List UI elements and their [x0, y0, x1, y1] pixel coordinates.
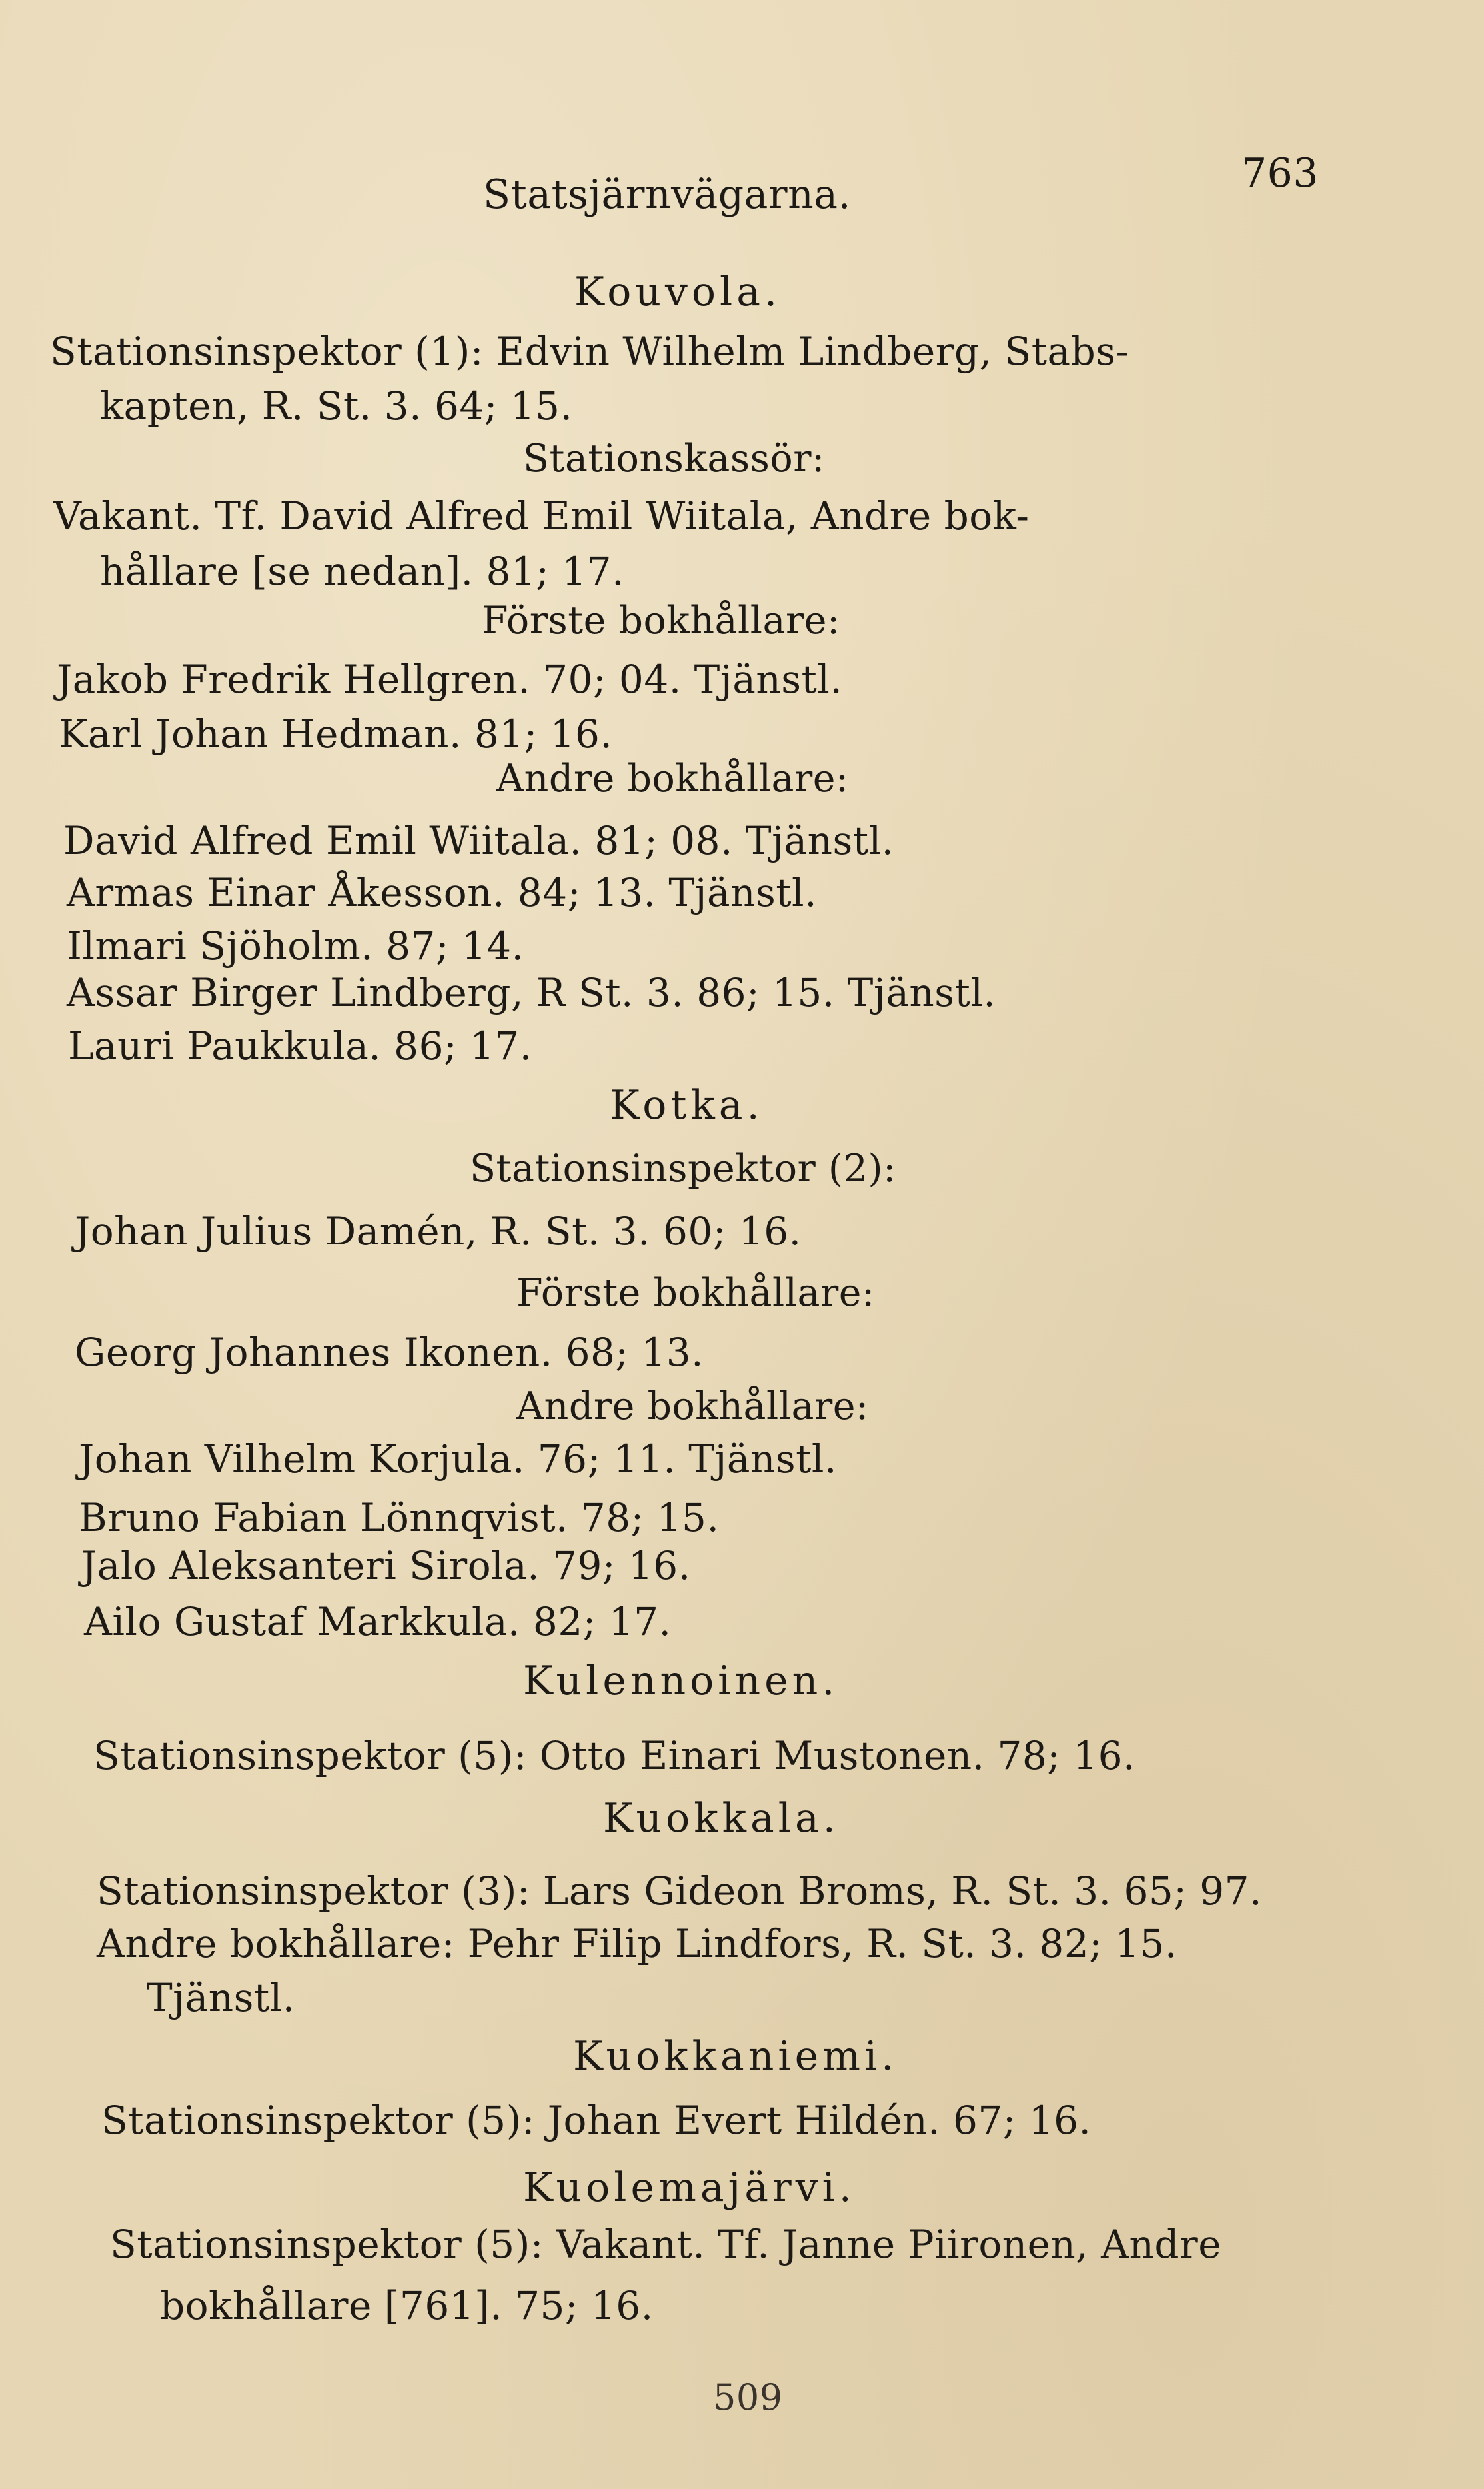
- text-line: Bruno Fabian Lönnqvist. 78; 15.: [79, 1495, 720, 1540]
- station-heading: Kotka.: [610, 1082, 764, 1129]
- text-line: Georg Johannes Ikonen. 68; 13.: [75, 1330, 704, 1375]
- text-line: Stationsinspektor (3): Lars Gideon Broms, R. St. 3. 65; 97.: [97, 1868, 1263, 1914]
- text-line: Tjänstl.: [147, 1975, 295, 2020]
- text-line: Stationsinspektor (1): Edvin Wilhelm Lindberg, Stabs-: [50, 329, 1129, 374]
- section-heading: Andre bokhållare:: [496, 757, 849, 801]
- text-line: Stationsinspektor (5): Vakant. Tf. Janne Piironen, Andre: [110, 2222, 1222, 2267]
- signature-mark: 509: [713, 2376, 783, 2418]
- text-line: Assar Birger Lindberg, R St. 3. 86; 15. Tjänstl.: [67, 970, 996, 1015]
- text-line: Vakant. Tf. David Alfred Emil Wiitala, Andre bok-: [53, 493, 1030, 539]
- text-line: Ailo Gustaf Markkula. 82; 17.: [84, 1599, 672, 1644]
- section-heading: Förste bokhållare:: [516, 1271, 875, 1315]
- text-line: hållare [se nedan]. 81; 17.: [100, 549, 625, 594]
- station-heading: Kuolemajärvi.: [523, 2164, 856, 2211]
- text-line: Armas Einar Åkesson. 84; 13. Tjänstl.: [67, 870, 818, 915]
- text-line: Johan Julius Damén, R. St. 3. 60; 16.: [75, 1209, 802, 1254]
- page-number: 763: [1241, 150, 1319, 197]
- section-heading: Förste bokhållare:: [482, 599, 840, 643]
- text-line: Jalo Aleksanteri Sirola. 79; 16.: [81, 1543, 691, 1588]
- running-title: Statsjärnvägarna.: [483, 171, 852, 218]
- station-heading: Kuokkala.: [603, 1795, 840, 1842]
- text-line: Johan Vilhelm Korjula. 76; 11. Tjänstl.: [79, 1436, 837, 1482]
- text-line: Ilmari Sjöholm. 87; 14.: [67, 923, 524, 969]
- text-line: bokhållare [761]. 75; 16.: [160, 2283, 654, 2328]
- text-line: Stationsinspektor (5): Otto Einari Mustonen. 78; 16.: [93, 1733, 1136, 1778]
- section-heading: Andre bokhållare:: [516, 1384, 869, 1428]
- station-heading: Kuokkaniemi.: [573, 2033, 898, 2080]
- text-line: Lauri Paukkula. 86; 17.: [68, 1023, 532, 1069]
- text-line: Jakob Fredrik Hellgren. 70; 04. Tjänstl.: [57, 657, 843, 702]
- section-heading: Stationskassör:: [523, 437, 825, 481]
- station-heading: Kouvola.: [574, 269, 782, 315]
- text-line: kapten, R. St. 3. 64; 15.: [100, 383, 573, 429]
- text-line: David Alfred Emil Wiitala. 81; 08. Tjänstl.: [63, 818, 894, 863]
- section-heading: Stationsinspektor (2):: [470, 1147, 896, 1191]
- text-line: Andre bokhållare: Pehr Filip Lindfors, R. St. 3. 82; 15.: [97, 1921, 1177, 1966]
- text-line: Stationsinspektor (5): Johan Evert Hildén. 67; 16.: [101, 2098, 1092, 2143]
- text-line: Karl Johan Hedman. 81; 16.: [59, 711, 613, 757]
- station-heading: Kulennoinen.: [523, 1658, 839, 1704]
